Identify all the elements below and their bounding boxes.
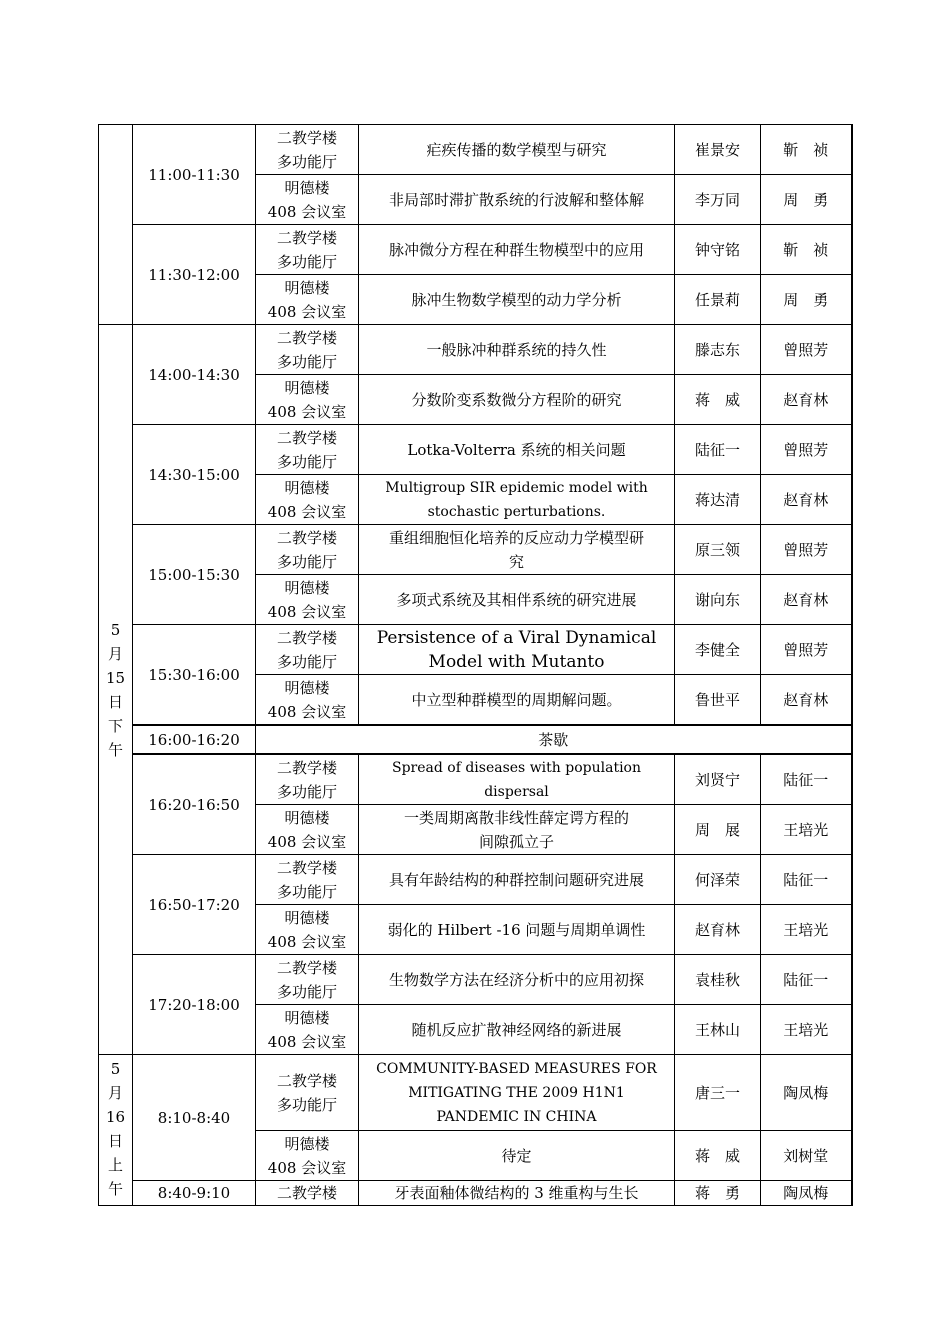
speaker-cell: 崔景安: [675, 125, 761, 175]
topic-cell: 多项式系统及其相伴系统的研究进展: [359, 575, 675, 625]
chair-cell: 陆征一: [761, 855, 852, 905]
topic-cell: 脉冲生物数学模型的动力学分析: [359, 275, 675, 325]
venue-cell: 明德楼 408 会议室: [256, 675, 359, 726]
time-cell: 11:00-11:30: [133, 125, 256, 225]
speaker-cell: 王林山: [675, 1005, 761, 1055]
topic-cell: Lotka-Volterra 系统的相关问题: [359, 425, 675, 475]
speaker-cell: 钟守铭: [675, 225, 761, 275]
table-row: [99, 225, 852, 275]
topic-cell: 分数阶变系数微分方程阶的研究: [359, 375, 675, 425]
venue-cell: 二教学楼 多功能厅: [256, 325, 359, 375]
topic-cell: Spread of diseases with population dispersal: [359, 754, 675, 805]
speaker-cell: 唐三一: [675, 1055, 761, 1131]
topic-cell: 一般脉冲种群系统的持久性: [359, 325, 675, 375]
time-cell: 15:00-15:30: [133, 525, 256, 625]
speaker-cell: 何泽荣: [675, 855, 761, 905]
chair-cell: 曾照芳: [761, 525, 852, 575]
tea-break-label: 茶歇: [256, 725, 852, 754]
venue-cell: 明德楼 408 会议室: [256, 175, 359, 225]
venue-cell: 明德楼 408 会议室: [256, 805, 359, 855]
topic-cell: 疟疾传播的数学模型与研究: [359, 125, 675, 175]
speaker-cell: 蒋 勇: [675, 1181, 761, 1206]
speaker-cell: 蒋 威: [675, 375, 761, 425]
venue-cell: 明德楼 408 会议室: [256, 575, 359, 625]
topic-cell: 弱化的 Hilbert -16 问题与周期单调性: [359, 905, 675, 955]
day-cell-may15: 5 月 15 日 下 午: [99, 325, 133, 1055]
chair-cell: 赵育林: [761, 675, 852, 726]
chair-cell: 陶凤梅: [761, 1181, 852, 1206]
venue-cell: 二教学楼 多功能厅: [256, 425, 359, 475]
speaker-cell: 蒋达清: [675, 475, 761, 525]
venue-cell: 明德楼 408 会议室: [256, 905, 359, 955]
table-row: [99, 1055, 852, 1131]
day-cell-blank: [99, 125, 133, 325]
speaker-cell: 刘贤宁: [675, 754, 761, 805]
chair-cell: 周 勇: [761, 175, 852, 225]
speaker-cell: 滕志东: [675, 325, 761, 375]
table-row: [99, 425, 852, 475]
venue-cell: 二教学楼 多功能厅: [256, 225, 359, 275]
venue-cell: 二教学楼 多功能厅: [256, 955, 359, 1005]
table-row: [99, 955, 852, 1005]
chair-cell: 曾照芳: [761, 325, 852, 375]
topic-cell: Multigroup SIR epidemic model with stochastic perturbations.: [359, 475, 675, 525]
speaker-cell: 李万同: [675, 175, 761, 225]
topic-cell: Persistence of a Viral Dynamical Model with Mutanto: [359, 625, 675, 675]
time-cell: 8:10-8:40: [133, 1055, 256, 1181]
time-cell: 16:50-17:20: [133, 855, 256, 955]
speaker-cell: 陆征一: [675, 425, 761, 475]
venue-cell: 明德楼 408 会议室: [256, 475, 359, 525]
tea-break-row: [99, 725, 852, 754]
venue-cell: 明德楼 408 会议室: [256, 1131, 359, 1181]
venue-cell: 二教学楼 多功能厅: [256, 855, 359, 905]
chair-cell: 王培光: [761, 905, 852, 955]
chair-cell: 赵育林: [761, 475, 852, 525]
topic-cell: 待定: [359, 1131, 675, 1181]
venue-cell: 明德楼 408 会议室: [256, 275, 359, 325]
speaker-cell: 蒋 威: [675, 1131, 761, 1181]
venue-cell: 二教学楼 多功能厅: [256, 754, 359, 805]
table-row: [99, 1181, 852, 1206]
topic-cell: 随机反应扩散神经网络的新进展: [359, 1005, 675, 1055]
speaker-cell: 任景莉: [675, 275, 761, 325]
chair-cell: 陶凤梅: [761, 1055, 852, 1131]
topic-cell: 具有年龄结构的种群控制问题研究进展: [359, 855, 675, 905]
time-cell: 14:30-15:00: [133, 425, 256, 525]
time-cell: 16:20-16:50: [133, 754, 256, 855]
chair-cell: 靳 祯: [761, 125, 852, 175]
chair-cell: 王培光: [761, 805, 852, 855]
table-row: [99, 754, 852, 805]
venue-cell: 二教学楼 多功能厅: [256, 125, 359, 175]
speaker-cell: 鲁世平: [675, 675, 761, 726]
speaker-cell: 赵育林: [675, 905, 761, 955]
topic-cell: 重组细胞恒化培养的反应动力学模型研 究: [359, 525, 675, 575]
chair-cell: 曾照芳: [761, 425, 852, 475]
schedule-table: [98, 124, 853, 1206]
time-cell: 8:40-9:10: [133, 1181, 256, 1206]
venue-cell: 二教学楼 多功能厅: [256, 525, 359, 575]
chair-cell: 周 勇: [761, 275, 852, 325]
table-row: [99, 855, 852, 905]
speaker-cell: 周 展: [675, 805, 761, 855]
topic-cell: COMMUNITY-BASED MEASURES FOR MITIGATING THE 2009 H1N1 PANDEMIC IN CHINA: [359, 1055, 675, 1131]
time-cell: 16:00-16:20: [133, 725, 256, 754]
chair-cell: 赵育林: [761, 375, 852, 425]
chair-cell: 陆征一: [761, 955, 852, 1005]
table-row: [99, 325, 852, 375]
topic-cell: 牙表面釉体微结构的 3 维重构与生长: [359, 1181, 675, 1206]
speaker-cell: 原三领: [675, 525, 761, 575]
venue-cell: 明德楼 408 会议室: [256, 375, 359, 425]
time-cell: 11:30-12:00: [133, 225, 256, 325]
speaker-cell: 袁桂秋: [675, 955, 761, 1005]
topic-cell: 中立型种群模型的周期解问题。: [359, 675, 675, 726]
table-row: [99, 625, 852, 675]
topic-cell: 脉冲微分方程在种群生物模型中的应用: [359, 225, 675, 275]
topic-cell: 生物数学方法在经济分析中的应用初探: [359, 955, 675, 1005]
topic-cell: 一类周期离散非线性薛定谔方程的 间隙孤立子: [359, 805, 675, 855]
chair-cell: 靳 祯: [761, 225, 852, 275]
time-cell: 15:30-16:00: [133, 625, 256, 726]
chair-cell: 曾照芳: [761, 625, 852, 675]
time-cell: 17:20-18:00: [133, 955, 256, 1055]
day-cell-may16: 5 月 16 日 上 午: [99, 1055, 133, 1206]
venue-cell: 二教学楼: [256, 1181, 359, 1206]
table-row: [99, 525, 852, 575]
speaker-cell: 谢向东: [675, 575, 761, 625]
chair-cell: 王培光: [761, 1005, 852, 1055]
chair-cell: 陆征一: [761, 754, 852, 805]
table-row: [99, 125, 852, 175]
chair-cell: 赵育林: [761, 575, 852, 625]
venue-cell: 二教学楼 多功能厅: [256, 625, 359, 675]
time-cell: 14:00-14:30: [133, 325, 256, 425]
venue-cell: 明德楼 408 会议室: [256, 1005, 359, 1055]
speaker-cell: 李健全: [675, 625, 761, 675]
topic-cell: 非局部时滞扩散系统的行波解和整体解: [359, 175, 675, 225]
chair-cell: 刘树堂: [761, 1131, 852, 1181]
venue-cell: 二教学楼 多功能厅: [256, 1055, 359, 1131]
